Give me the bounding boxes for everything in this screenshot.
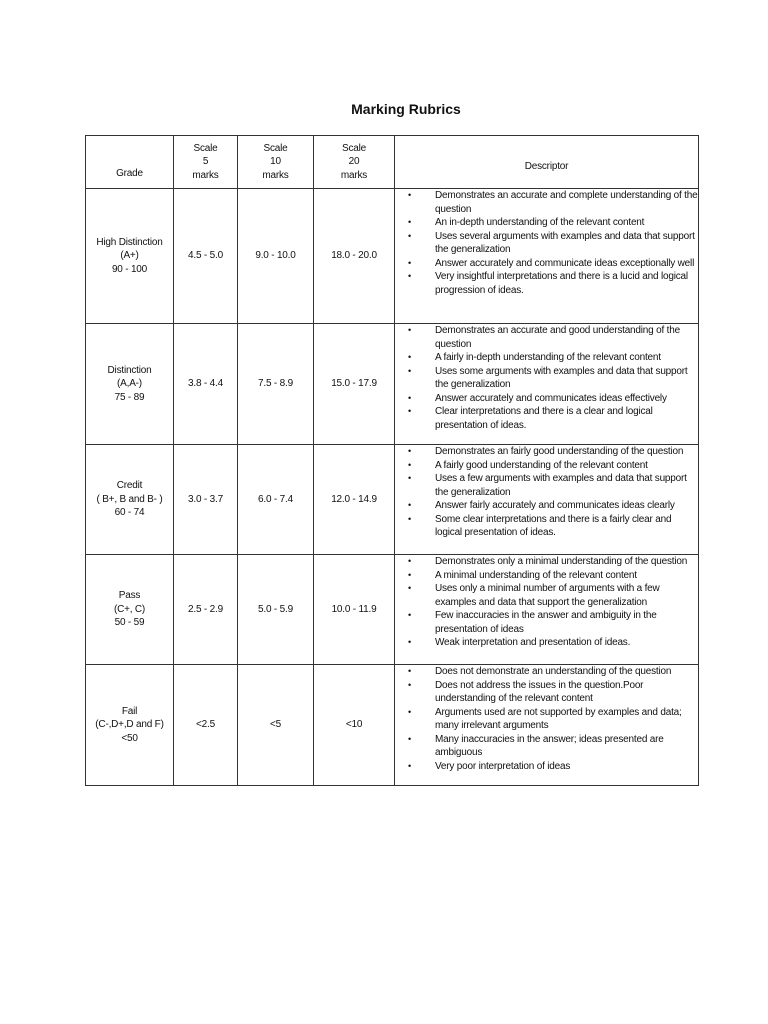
descriptor-cell [395,189,699,324]
scale-5-cell: 2.5 - 2.9 [174,555,238,665]
descriptor-cell [395,665,699,786]
descriptor-list [395,189,698,297]
list-item: • Answer accurately and communicate ideas exceptionally well [395,257,698,271]
scale-10-cell: 7.5 - 8.9 [238,324,314,445]
scale-5-header: Scale 5 marks [174,136,238,189]
scale-10-cell: 6.0 - 7.4 [238,445,314,555]
list-item: • Arguments used are not supported by examples and data; many irrelevant arguments [395,706,698,733]
scale-10-cell: <5 [238,665,314,786]
scale-20-cell: <10 [314,665,395,786]
list-item: • A fairly good understanding of the relevant content [395,459,698,473]
list-item: • Very poor interpretation of ideas [395,760,698,774]
table-row [86,189,699,324]
list-item: • Clear interpretations and there is a clear and logical presentation of ideas. [395,405,698,432]
scale-5-cell: 3.8 - 4.4 [174,324,238,445]
table-row [86,445,699,555]
list-item: • Few inaccuracies in the answer and ambiguity in the presentation of ideas [395,609,698,636]
scale-20-cell: 18.0 - 20.0 [314,189,395,324]
descriptor-list [395,665,698,773]
table-row [86,555,699,665]
list-item: • Uses several arguments with examples and data that support the generalization [395,230,698,257]
grade-cell: Credit ( B+, B and B- ) 60 - 74 [86,445,174,555]
list-item: • Demonstrates an fairly good understanding of the question [395,445,698,459]
table-row [86,665,699,786]
descriptor-cell [395,555,699,665]
scale-10-header: Scale 10 marks [238,136,314,189]
list-item: • Answer accurately and communicates ideas effectively [395,392,698,406]
descriptor-list [395,445,698,540]
scale-10-cell: 5.0 - 5.9 [238,555,314,665]
scale-5-cell: 3.0 - 3.7 [174,445,238,555]
list-item: • Demonstrates an accurate and complete understanding of the question [395,189,698,216]
grade-cell: High Distinction (A+) 90 - 100 [86,189,174,324]
list-item: • Many inaccuracies in the answer; ideas presented are ambiguous [395,733,698,760]
marking-rubric-table [85,135,699,786]
scale-20-header: Scale 20 marks [314,136,395,189]
list-item: • Uses some arguments with examples and data that support the generalization [395,365,698,392]
descriptor-cell [395,445,699,555]
descriptor-list [395,555,698,650]
table-header-row [86,136,699,189]
list-item: • Does not demonstrate an understanding of the question [395,665,698,679]
list-item: • Some clear interpretations and there is a fairly clear and logical presentation of ideas. [395,513,698,540]
grade-cell: Fail (C-,D+,D and F) <50 [86,665,174,786]
descriptor-list [395,324,698,432]
list-item: • Uses only a minimal number of arguments with a few examples and data that support the generalization [395,582,698,609]
list-item: • Demonstrates only a minimal understanding of the question [395,555,698,569]
document-title: Marking Rubrics [351,101,461,117]
list-item: • Demonstrates an accurate and good understanding of the question [395,324,698,351]
list-item: • A minimal understanding of the relevant content [395,569,698,583]
descriptor-cell [395,324,699,445]
scale-10-cell: 9.0 - 10.0 [238,189,314,324]
grade-cell: Pass (C+, C) 50 - 59 [86,555,174,665]
list-item: • Does not address the issues in the question.Poor understanding of the relevant content [395,679,698,706]
scale-20-cell: 12.0 - 14.9 [314,445,395,555]
list-item: • Very insightful interpretations and there is a lucid and logical progression of ideas. [395,270,698,297]
list-item: • A fairly in-depth understanding of the relevant content [395,351,698,365]
list-item: • Uses a few arguments with examples and data that support the generalization [395,472,698,499]
scale-5-cell: <2.5 [174,665,238,786]
table-row [86,324,699,445]
list-item: • Answer fairly accurately and communicates ideas clearly [395,499,698,513]
list-item: • Weak interpretation and presentation of ideas. [395,636,698,650]
grade-cell: Distinction (A,A-) 75 - 89 [86,324,174,445]
list-item: • An in-depth understanding of the relevant content [395,216,698,230]
scale-5-cell: 4.5 - 5.0 [174,189,238,324]
scale-20-cell: 15.0 - 17.9 [314,324,395,445]
scale-20-cell: 10.0 - 11.9 [314,555,395,665]
grade-header: Grade [86,136,174,189]
descriptor-header: Descriptor [395,136,699,189]
